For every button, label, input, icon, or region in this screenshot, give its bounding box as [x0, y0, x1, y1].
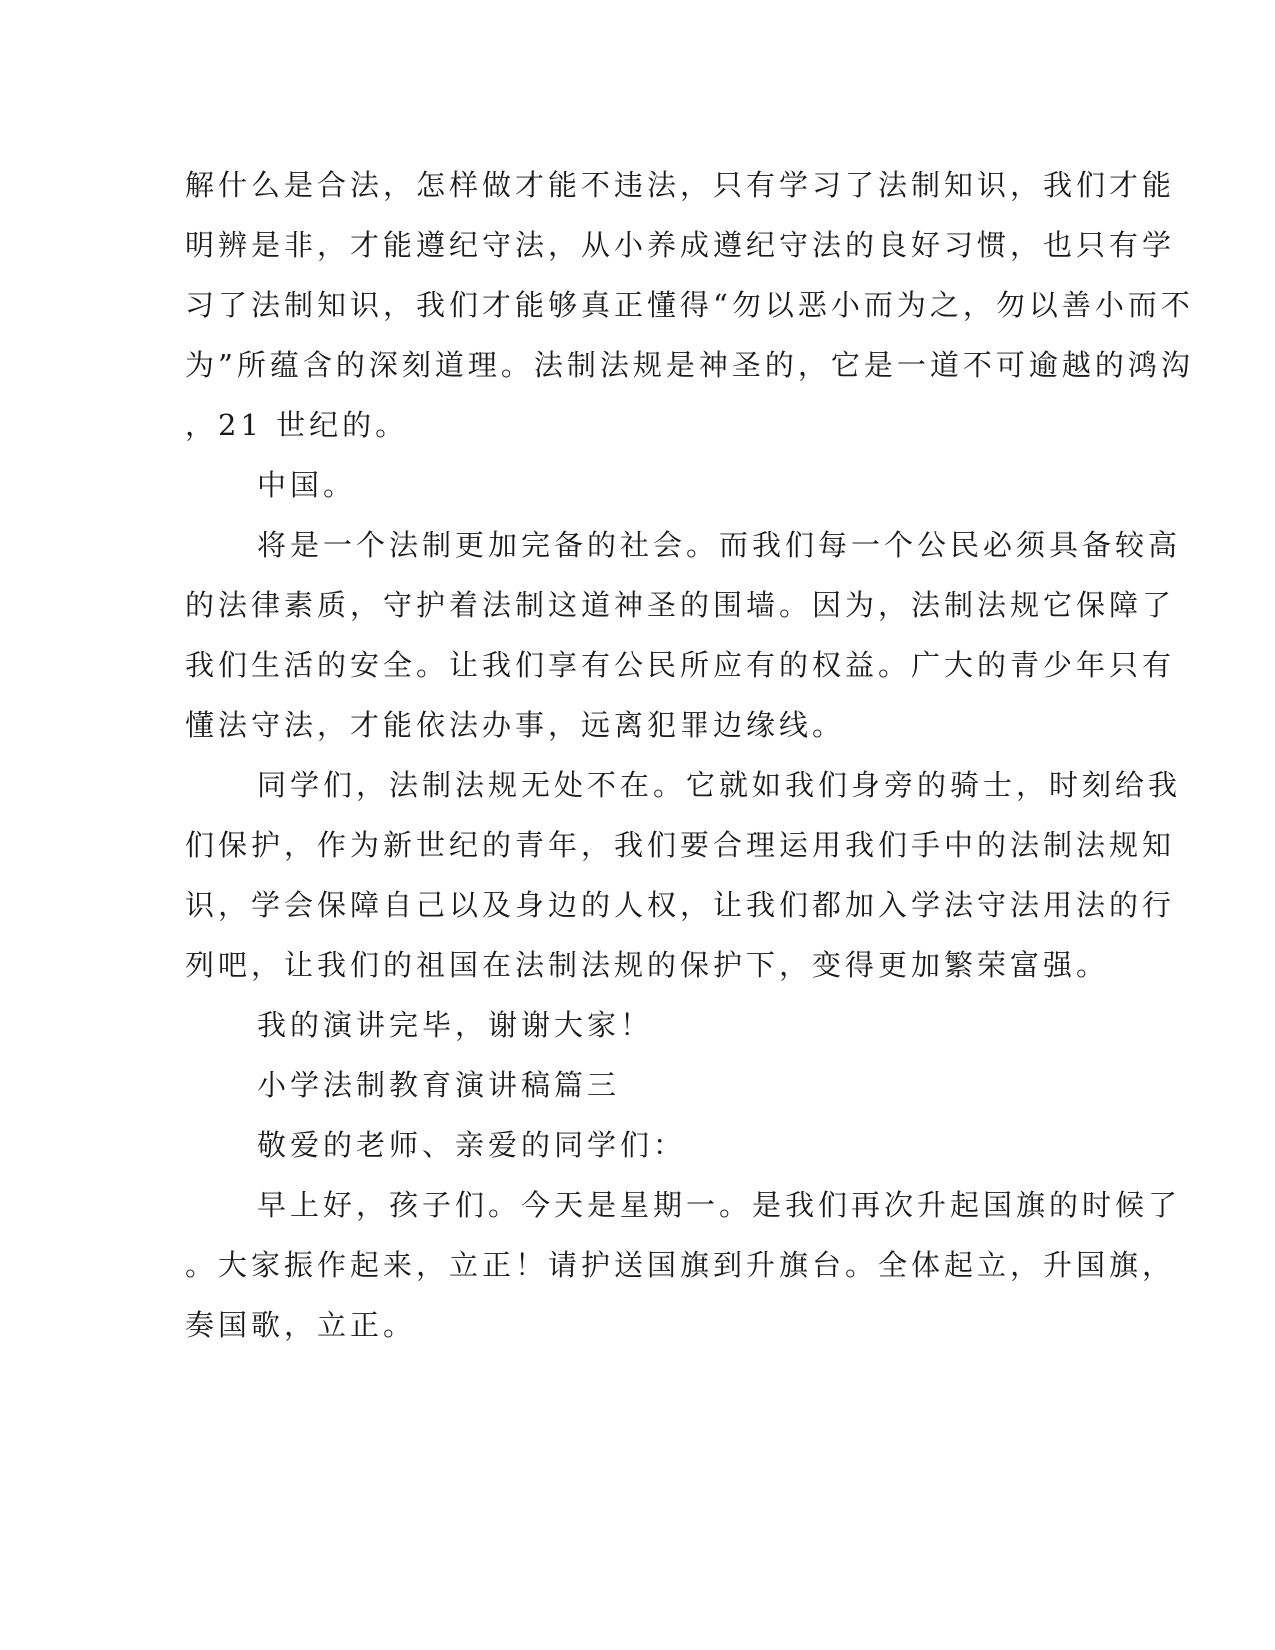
salutation-line: 敬爱的老师、亲爱的同学们：: [257, 1128, 687, 1162]
text-line: 列吧，让我们的祖国在法制法规的保护下，变得更加繁荣富强。: [185, 948, 1110, 982]
text-line: 解什么是合法，怎样做才能不违法，只有学习了法制知识，我们才能: [185, 168, 1176, 202]
text-line: ，21 世纪的。: [185, 408, 409, 442]
text-line: 明辨是非，才能遵纪守法，从小养成遵纪守法的良好习惯，也只有学: [185, 228, 1176, 262]
text-line: 为”所蕴含的深刻道理。法制法规是神圣的，它是一道不可逾越的鸿沟: [185, 348, 1194, 382]
document-body: [185, 155, 1194, 1355]
paragraph-line: 同学们，法制法规无处不在。它就如我们身旁的骑士，时刻给我: [257, 768, 1182, 802]
text-line: 奏国歌，立正。: [185, 1308, 417, 1342]
section-heading: 小学法制教育演讲稿篇三: [257, 1068, 621, 1102]
text-line: 们保护，作为新世纪的青年，我们要合理运用我们手中的法制法规知: [185, 828, 1176, 862]
text-line: 。大家振作起来，立正！请护送国旗到升旗台。全体起立，升国旗，: [185, 1248, 1176, 1282]
paragraph-line: 将是一个法制更加完备的社会。而我们每一个公民必须具备较高: [257, 528, 1182, 562]
text-line: 识，学会保障自己以及身边的人权，让我们都加入学法守法用法的行: [185, 888, 1176, 922]
text-line: 我们生活的安全。让我们享有公民所应有的权益。广大的青少年只有: [185, 648, 1176, 682]
paragraph-line: 中国。: [257, 468, 357, 502]
text-line: 习了法制知识，我们才能够真正懂得“勿以恶小而为之，勿以善小而不: [185, 288, 1194, 322]
text-line: 懂法守法，才能依法办事，远离犯罪边缘线。: [185, 708, 846, 742]
closing-line: 我的演讲完毕，谢谢大家！: [257, 1008, 654, 1042]
paragraph-line: 早上好，孩子们。今天是星期一。是我们再次升起国旗的时候了: [257, 1188, 1182, 1222]
text-line: 的法律素质，守护着法制这道神圣的围墙。因为，法制法规它保障了: [185, 588, 1176, 622]
